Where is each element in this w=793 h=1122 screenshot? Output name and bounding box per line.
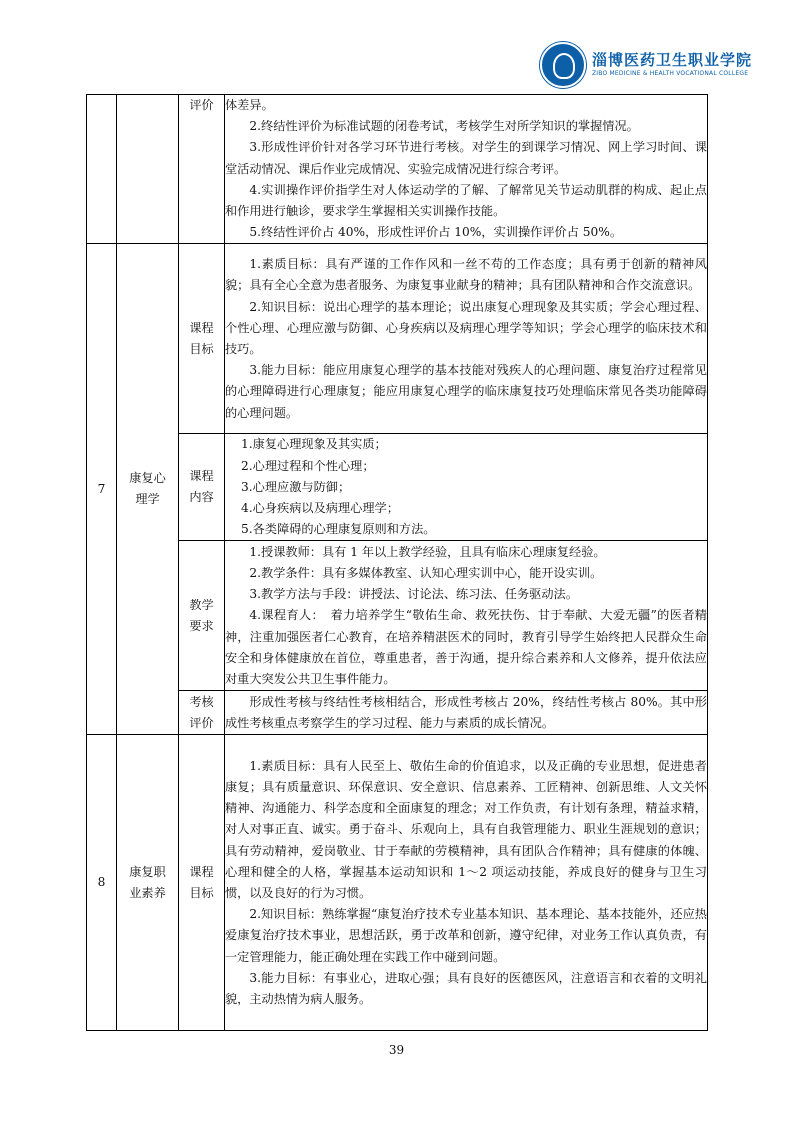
objectives-content	[225, 244, 708, 434]
table-row	[87, 735, 708, 1031]
course-number-cell	[87, 95, 117, 244]
text-paragraph: 3.教学方法与手段：讲授法、讨论法、练习法、任务驱动法。	[249, 587, 578, 602]
requirements-content	[225, 541, 708, 691]
text-paragraph: 2.终结性评价为标准试题的闭卷考试，考核学生对所学知识的掌握情况。	[249, 119, 639, 134]
text-paragraph: 3.形成性评价针对各学习环节进行考核。对学生的到课学习情况、网上学习时间、课堂活动情况、课后作业完成情况、实验完成情况进行综合考评。	[225, 140, 707, 176]
curriculum-table	[86, 94, 708, 1031]
table-row	[87, 691, 708, 735]
text-paragraph: 1.素质目标：具有人民至上、敬佑生命的价值追求，以及正确的专业思想，促进患者康复；具有质量意识、环保意识、安全意识、信息素养、工匠精神、创新思维、人文关怀精神、沟通能力、科学态度和全面康复的理念；对工作负责，有计划有条理，精益求精，对人对事正直、诚实。勇于奋斗、乐观向上，具有自我管理能力、职业生涯规划的意识；具有劳动精神，爱岗敬业、甘于奉献的劳模精神，具有团队合作精神；具有健康的体魄、心理和健全的人格，掌握基本运动知识和 1～2 项运动技能，养成良好的健身与卫生习惯，以及良好的行为习惯。	[225, 758, 707, 900]
course-number: 7	[87, 244, 117, 735]
text-paragraph: 形成性考核与终结性考核相结合，形成性考核占 20%，终结性考核占 80%。其中形成性考核重点考察学生的学习过程、能力与素质的成长情况。	[225, 694, 707, 730]
list-item: 3.心理应激与防御；	[241, 479, 351, 494]
objectives-content	[225, 735, 708, 1031]
list-item: 1.康复心理现象及其实质；	[241, 437, 387, 452]
evaluation-content	[225, 95, 708, 244]
text-paragraph: 1.授课教师：具有 1 年以上教学经验，且具有临床心理康复经验。	[249, 544, 606, 559]
text-line: 体差异。	[225, 98, 274, 112]
text-paragraph: 3.能力目标：能应用康复心理学的基本技能对残疾人的心理问题、康复治疗过程常见的心理障碍进行心理康复；能应用康复心理学的临床康复技巧处理临床常见各类功能障碍的心理问题。	[225, 363, 707, 420]
list-item: 5.各类障碍的心理康复原则和方法。	[241, 522, 436, 537]
sub-label-content: 课程内容	[179, 434, 225, 541]
text-paragraph: 2.教学条件：具有多媒体教室、认知心理实训中心，能开设实训。	[249, 565, 603, 580]
text-paragraph: 1.素质目标：具有严谨的工作作风和一丝不苟的工作态度；具有勇于创新的精神风貌；具有全心全意为患者服务、为康复事业献身的精神；具有团队精神和合作交流意识。	[225, 257, 707, 293]
text-paragraph: 4.实训操作评价指学生对人体运动学的了解、了解常见关节运动肌群的构成、起止点和作用进行触诊，要求学生掌握相关实训操作技能。	[225, 182, 707, 219]
text-paragraph: 4.课程育人： 着力培养学生“敬佑生命、救死扶伤、甘于奉献、大爱无疆”的医者精神，注重加强医者仁心教育，在培养精湛医术的同时，教育引导学生始终把人民群众生命安全和身体健康放在首位，尊重患者，善于沟通，提升综合素养和人文修养，提升依法应对重大突发公共卫生事件能力。	[225, 608, 707, 686]
table-row	[87, 244, 708, 434]
college-name-en: ZIBO MEDICINE & HEALTH VOCATIONAL COLLEGE	[592, 70, 749, 77]
college-emblem-icon	[540, 42, 586, 88]
sub-label-evaluation: 评价	[179, 95, 225, 244]
sub-label-assessment: 考核评价	[179, 691, 225, 735]
text-paragraph: 3.能力目标：有事业心，进取心强；具有良好的医德医风，注意语言和衣着的文明礼貌，主动热情为病人服务。	[225, 970, 707, 1006]
table-row	[87, 541, 708, 691]
content-list	[225, 434, 708, 541]
list-item: 2.心理过程和个性心理；	[241, 458, 375, 473]
college-name-cn: 淄博医药卫生职业学院	[592, 51, 753, 69]
sub-label-requirements: 教学要求	[179, 541, 225, 691]
text-paragraph: 5.终结性评价占 40%，形成性评价占 10%，实训操作评价占 50%。	[249, 225, 623, 240]
sub-label-objectives: 课程目标	[179, 244, 225, 434]
course-name: 康复职业素养	[117, 735, 179, 1031]
college-name	[592, 53, 752, 77]
college-logo	[540, 42, 752, 88]
page-number: 39	[388, 1043, 405, 1057]
table-row	[87, 95, 708, 244]
course-name-cell	[117, 95, 179, 244]
sub-label-objectives: 课程目标	[179, 735, 225, 1031]
text-paragraph: 2.知识目标：熟练掌握“康复治疗技术专业基本知识、基本理论、基本技能外，还应热爱康复治疗技术事业，思想活跃，勇于改革和创新，遵守纪律，对业务工作认真负责，有一定管理能力，能正确处理在实践工作中碰到问题。	[225, 907, 707, 964]
course-number: 8	[87, 735, 117, 1031]
text-paragraph: 2.知识目标：说出心理学的基本理论；说出康复心理现象及其实质；学会心理过程、个性心理、心理应激与防御、心身疾病以及病理心理学等知识；学会心理学的临床技术和技巧。	[225, 299, 707, 356]
assessment-content	[225, 691, 708, 735]
course-name: 康复心理学	[117, 244, 179, 735]
table-row	[87, 434, 708, 541]
list-item: 4.心身疾病以及病理心理学；	[241, 501, 399, 516]
